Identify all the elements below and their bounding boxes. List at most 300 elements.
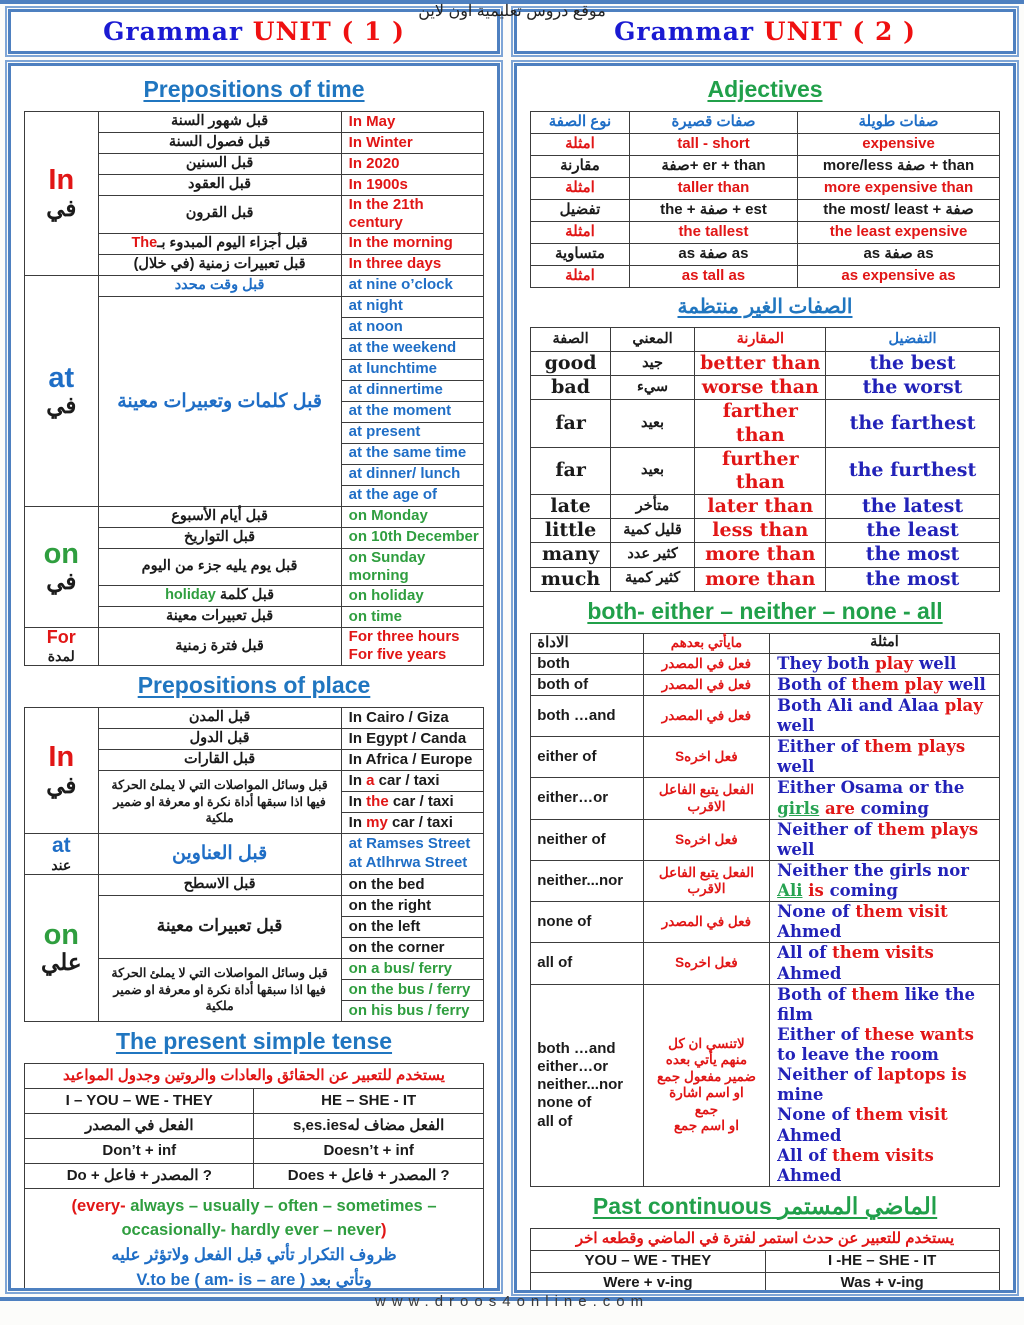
past-continuous-table-grid xyxy=(530,1228,999,1293)
table-cell: none of xyxy=(531,902,643,943)
table-row xyxy=(25,833,484,874)
table-cell: الفعل في المصدر xyxy=(25,1113,254,1138)
text-segment: holiday xyxy=(165,587,216,604)
table-row xyxy=(531,519,999,543)
text-segment: play xyxy=(944,695,983,715)
text-segment: as xyxy=(912,245,934,263)
table-cell: at the moment xyxy=(341,401,483,422)
table-cell: good xyxy=(531,352,611,376)
table-cell: امثلة xyxy=(531,222,629,244)
table-cell: متساوية xyxy=(531,244,629,266)
table-cell: on the bus / ferry xyxy=(341,979,483,1000)
table-cell: HE – SHE - IT xyxy=(254,1088,483,1113)
adjectives-table xyxy=(523,111,1007,288)
table-cell: the worst xyxy=(826,376,999,400)
table-cell xyxy=(798,244,999,266)
text-segment: occasionally- hardly ever – never xyxy=(121,1221,382,1240)
table-cell xyxy=(770,902,1000,943)
table-cell: قبل يوم يليه جزء من اليوم xyxy=(98,548,341,586)
table-row xyxy=(531,352,999,376)
cell-line: at xyxy=(48,361,75,394)
table-cell: the most xyxy=(826,567,999,591)
text-segment: All of xyxy=(777,1145,833,1165)
text-segment: + xyxy=(135,1166,153,1184)
table-cell xyxy=(629,244,798,266)
cell-line: عند xyxy=(51,856,72,873)
table-cell: In the morning xyxy=(341,233,483,254)
table-cell: In Cairo / Giza xyxy=(341,707,483,728)
heading-irregular-adjectives: الصفات الغير منتظمة xyxy=(677,296,853,318)
table-cell: قبل القرون xyxy=(98,196,341,234)
table-cell: قليل كمية xyxy=(610,519,694,543)
table-cell: YOU – WE - THEY xyxy=(531,1250,765,1272)
table-cell: قبل كلمات وتعبيرات معينة xyxy=(98,296,341,506)
text-segment: them plays xyxy=(864,737,966,757)
text-segment: صفة xyxy=(945,201,974,219)
table-cell: at the same time xyxy=(341,443,483,464)
text-segment: car / taxi xyxy=(388,792,454,810)
unit2-column xyxy=(514,9,1016,1293)
adjectives-table-grid xyxy=(530,111,999,288)
table-cell: مقارنة xyxy=(531,156,629,178)
cell-line: none of xyxy=(537,1094,592,1112)
table-cell: الصفة xyxy=(531,328,611,352)
cell-line: on xyxy=(43,538,80,571)
text-segment: None of xyxy=(777,902,856,922)
table-cell: فعل في المصدر xyxy=(643,653,769,674)
table-cell xyxy=(341,770,483,791)
note-line xyxy=(29,1194,479,1219)
table-cell: صفات قصيرة xyxy=(629,112,798,134)
text-segment: coming xyxy=(854,798,929,818)
text-segment: فاعل xyxy=(341,1166,374,1184)
text-segment: صفة xyxy=(661,157,690,175)
text-segment: is xyxy=(802,881,824,901)
table-row xyxy=(25,628,484,666)
table-cell: all of xyxy=(531,943,643,984)
cell-line: في xyxy=(46,392,77,419)
cell-line: at xyxy=(51,833,71,857)
table-row xyxy=(25,707,484,728)
cell-line: For three hours xyxy=(348,628,460,646)
table-cell: فعل اخرهS xyxy=(643,737,769,778)
table-row xyxy=(531,778,999,819)
table-cell: neither of xyxy=(531,819,643,860)
table-cell: at nine o’clock xyxy=(341,275,483,296)
text-segment: + er + than xyxy=(689,157,766,175)
table-cell xyxy=(629,200,798,222)
table-cell: قبل وسائل المواصلات التي لا يملئ الحركة فيها اذا سبقها أداة نكرة او معرفة او ضمير ملكية xyxy=(98,958,341,1021)
table-cell: the latest xyxy=(826,495,999,519)
heading-past-continuous xyxy=(523,1193,1007,1220)
table-cell xyxy=(254,1113,483,1138)
cell-line: at Atlhrwa Street xyxy=(348,853,468,871)
table-cell: the least expensive xyxy=(798,222,999,244)
table-row xyxy=(531,543,999,567)
table-cell: فعل في المصدر xyxy=(643,902,769,943)
text-segment: Neither of xyxy=(777,819,878,839)
table-row xyxy=(531,178,999,200)
table-cell: tall - short xyxy=(629,134,798,156)
unit2-content-box xyxy=(514,63,1016,1293)
text-segment: الماضي المستمر xyxy=(771,1192,938,1219)
text-segment: them visits xyxy=(832,1145,934,1165)
table-cell: امثلة xyxy=(531,178,629,200)
table-cell: In Africa / Europe xyxy=(341,749,483,770)
table-row xyxy=(531,447,999,494)
table-cell: قبل فترة زمنية xyxy=(98,628,341,666)
text-segment: Does + xyxy=(287,1166,342,1184)
table-cell xyxy=(643,984,769,1186)
text-segment: صفة xyxy=(897,157,926,175)
text-segment: well xyxy=(913,653,957,673)
irregular-adjectives-table xyxy=(523,327,1007,592)
text-segment: car / taxi xyxy=(374,771,440,789)
table-cell: as expensive as xyxy=(798,266,999,288)
table-cell xyxy=(770,943,1000,984)
table-cell xyxy=(629,156,798,178)
unit2-title xyxy=(614,17,916,46)
present-simple-table xyxy=(17,1063,491,1189)
cell-line xyxy=(777,1065,995,1105)
table-cell: at the weekend xyxy=(341,338,483,359)
cell-line: في xyxy=(46,771,77,798)
table-row xyxy=(531,266,999,288)
text-segment: Grammar xyxy=(614,17,764,46)
text-segment: them visit xyxy=(855,1105,948,1125)
text-segment: a xyxy=(366,771,375,789)
table-cell: متأخر xyxy=(610,495,694,519)
text-segment: None of xyxy=(777,1105,856,1125)
table-cell: In Egypt / Canda xyxy=(341,728,483,749)
unit1-content-box xyxy=(8,63,500,1291)
heading-adjectives: Adjectives xyxy=(707,76,823,102)
table-row xyxy=(531,400,999,447)
text-segment: Either Osama or the xyxy=(777,778,965,798)
table-cell: I – YOU – WE - THEY xyxy=(25,1088,254,1113)
text-segment: Both of xyxy=(777,984,852,1004)
table-cell: farther than xyxy=(695,400,826,447)
table-cell: on his bus / ferry xyxy=(341,1000,483,1021)
text-segment: the xyxy=(366,792,389,810)
cell-line: In xyxy=(48,164,75,197)
cell-line xyxy=(777,1025,995,1065)
table-cell: فعل اخرهS xyxy=(643,819,769,860)
text-segment: ? xyxy=(198,1166,212,1184)
table-row xyxy=(531,134,999,156)
table-cell xyxy=(25,628,98,666)
cell-line xyxy=(777,1146,995,1186)
table-cell: better than xyxy=(695,352,826,376)
text-segment: like the film xyxy=(777,984,975,1024)
table-cell: In 1900s xyxy=(341,175,483,196)
text-segment: + xyxy=(373,1166,391,1184)
table-cell: at lunchtime xyxy=(341,359,483,380)
place-table-grid xyxy=(24,707,484,1022)
text-segment: فاعل xyxy=(103,1166,136,1184)
table-cell xyxy=(770,778,1000,819)
table-cell xyxy=(98,233,341,254)
text-segment: قبل أجزاء اليوم المبدوء بـ xyxy=(157,234,308,251)
table-cell: المعني xyxy=(610,328,694,352)
both-either-table xyxy=(523,633,1007,1187)
table-cell: on time xyxy=(341,607,483,628)
cell-line: In xyxy=(48,741,75,774)
table-cell: the farthest xyxy=(826,400,999,447)
table-cell: late xyxy=(531,495,611,519)
table-row xyxy=(531,200,999,222)
text-segment: these wants xyxy=(864,1024,974,1044)
text-segment: to leave the room xyxy=(777,1045,939,1065)
table-cell: both …and xyxy=(531,695,643,736)
table-cell: نوع الصفة xyxy=(531,112,629,134)
table-cell: on 10th December xyxy=(341,527,483,548)
cell-line: ضمير مفعول جمع xyxy=(656,1068,756,1084)
table-cell: many xyxy=(531,543,611,567)
table-row xyxy=(25,1063,484,1088)
text-segment: قبل كلمة xyxy=(215,587,275,604)
text-segment: s,es.ies xyxy=(293,1116,348,1134)
table-row xyxy=(531,653,999,674)
text-segment: them visits xyxy=(832,943,934,963)
table-cell: المقارنة xyxy=(695,328,826,352)
table-cell xyxy=(341,628,483,666)
text-segment: All of xyxy=(777,943,833,963)
text-segment: Either of xyxy=(777,1024,865,1044)
text-segment: + est xyxy=(728,201,767,219)
table-cell xyxy=(341,791,483,812)
unit1-title xyxy=(103,17,405,46)
table-cell xyxy=(770,819,1000,860)
table-cell: more expensive than xyxy=(798,178,999,200)
table-cell: جيد xyxy=(610,352,694,376)
cell-line: جمع xyxy=(694,1101,719,1117)
table-cell: more than xyxy=(695,567,826,591)
text-segment: car / taxi xyxy=(387,813,453,831)
text-segment: الفعل مضاف له xyxy=(347,1116,445,1134)
table-cell xyxy=(98,586,341,607)
heading-present-simple: The present simple tense xyxy=(115,1027,393,1054)
table-cell xyxy=(531,984,643,1186)
text-segment: them plays xyxy=(877,819,979,839)
text-segment: them xyxy=(851,984,899,1004)
text-segment: In xyxy=(348,771,367,789)
table-cell: either of xyxy=(531,737,643,778)
table-cell: Doesn’t + inf xyxy=(254,1138,483,1163)
text-segment: them play xyxy=(851,674,943,694)
text-segment: always – usually – often – sometimes – xyxy=(125,1196,437,1215)
text-segment: girls xyxy=(777,798,820,818)
text-segment: are xyxy=(819,798,855,818)
table-row xyxy=(531,156,999,178)
table-cell: بعيد xyxy=(610,400,694,447)
heading-both-either-neither: both- either – neither – none - all xyxy=(587,597,943,624)
table-cell: تفضيل xyxy=(531,200,629,222)
table-cell xyxy=(25,275,98,506)
table-row xyxy=(531,902,999,943)
text-segment: They both xyxy=(777,653,876,673)
table-row xyxy=(531,244,999,266)
text-segment: Ahmed xyxy=(777,1125,842,1145)
table-row xyxy=(531,984,999,1186)
table-cell xyxy=(25,112,98,276)
text-segment: well xyxy=(777,757,815,777)
table-cell: Was + v-ing xyxy=(765,1272,999,1293)
past-continuous-table xyxy=(523,1228,1007,1293)
table-row xyxy=(531,1272,999,1293)
table-cell: both xyxy=(531,653,643,674)
table-row xyxy=(25,112,484,133)
table-cell: In three days xyxy=(341,254,483,275)
table-cell: far xyxy=(531,447,611,494)
table-cell: on holiday xyxy=(341,586,483,607)
table-row xyxy=(25,275,484,296)
table-cell: the best xyxy=(826,352,999,376)
text-segment: In xyxy=(348,792,367,810)
text-segment: them visit xyxy=(855,902,948,922)
table-cell xyxy=(341,812,483,833)
table-cell: In May xyxy=(341,112,483,133)
frequency-adverbs-note xyxy=(24,1189,484,1291)
table-cell: فعل في المصدر xyxy=(643,695,769,736)
table-cell: on Monday xyxy=(341,506,483,527)
heading-prepositions-of-time: Prepositions of time xyxy=(143,76,365,102)
table-cell xyxy=(25,506,98,628)
table-cell: on Sunday morning xyxy=(341,548,483,586)
table-row xyxy=(531,860,999,901)
table-cell: قبل وسائل المواصلات التي لا يملئ الحركة فيها اذا سبقها أداة نكرة او معرفة او ضمير ملكية xyxy=(98,770,341,833)
cell-line: on xyxy=(43,918,80,951)
table-cell: يستخدم للتعبير عن حدث استمر لفترة في الماضي وقطعه اخر xyxy=(531,1228,999,1250)
table-row xyxy=(531,943,999,984)
table-cell: كثير كمية xyxy=(610,567,694,591)
table-cell xyxy=(770,674,1000,695)
cell-line: لاتنسي ان كل xyxy=(668,1035,745,1051)
cell-line: لمدة xyxy=(47,647,75,664)
table-cell: صفات طويلة xyxy=(798,112,999,134)
table-cell: In the 21th century xyxy=(341,196,483,234)
note-line xyxy=(29,1218,479,1243)
table-cell: امثلة xyxy=(531,266,629,288)
table-cell xyxy=(770,984,1000,1186)
text-segment: more/less xyxy=(822,157,898,175)
text-segment: Either of xyxy=(777,737,865,757)
table-cell: فعل في المصدر xyxy=(643,674,769,695)
table-cell: قبل شهور السنة xyxy=(98,112,341,133)
text-segment: V.to be ( am- is – are ) xyxy=(136,1270,310,1289)
text-segment: The xyxy=(131,234,158,251)
text-segment: UNIT ( 2 ) xyxy=(763,17,916,46)
table-row xyxy=(531,328,999,352)
table-row xyxy=(25,1163,484,1188)
text-segment: as xyxy=(678,245,700,263)
table-row xyxy=(25,1088,484,1113)
text-segment: Ahmed xyxy=(777,1165,842,1185)
table-row xyxy=(531,222,999,244)
table-cell: مايأتي بعدهم xyxy=(643,633,769,653)
cell-line: neither...nor xyxy=(537,1076,624,1094)
table-row xyxy=(531,567,999,591)
heading-prepositions-of-place: Prepositions of place xyxy=(137,671,371,698)
table-cell: Were + v-ing xyxy=(531,1272,765,1293)
table-cell: Don’t + inf xyxy=(25,1138,254,1163)
table-row xyxy=(531,737,999,778)
table-cell: قبل تعبيرات معينة xyxy=(98,895,341,958)
table-cell: on the corner xyxy=(341,937,483,958)
cell-line: في xyxy=(46,568,77,595)
table-row xyxy=(531,376,999,400)
table-cell: on the left xyxy=(341,916,483,937)
table-cell: at the age of xyxy=(341,485,483,506)
text-segment: play xyxy=(875,653,914,673)
time-table xyxy=(17,111,491,666)
table-cell: قبل الدول xyxy=(98,728,341,749)
table-cell: قبل العقود xyxy=(98,175,341,196)
table-row xyxy=(25,506,484,527)
text-segment: Both of xyxy=(777,674,852,694)
cell-line: علي xyxy=(41,949,82,976)
text-segment: صفة xyxy=(699,201,729,219)
text-segment: UNIT ( 1 ) xyxy=(252,17,405,46)
table-row xyxy=(25,874,484,895)
time-table-grid xyxy=(24,111,484,666)
text-segment: the + xyxy=(660,201,700,219)
table-cell: قبل تعبيرات زمنية (في خلال) xyxy=(98,254,341,275)
text-segment: well xyxy=(942,674,986,694)
unit1-column xyxy=(8,9,500,1291)
cell-line: او اسم اشارة xyxy=(669,1085,744,1101)
table-cell: قبل السنين xyxy=(98,154,341,175)
text-segment: Neither of xyxy=(777,1065,878,1085)
text-segment: + than xyxy=(925,157,975,175)
table-cell: taller than xyxy=(629,178,798,200)
table-cell: more than xyxy=(695,543,826,567)
cell-line xyxy=(777,985,995,1025)
text-segment: Neither the girls nor xyxy=(777,860,969,880)
table-cell xyxy=(798,156,999,178)
table-row xyxy=(531,819,999,860)
table-cell: the least xyxy=(826,519,999,543)
text-segment: well xyxy=(777,716,815,736)
note-line: ظروف التكرار تأتي قبل الفعل ولاتؤثر عليه xyxy=(111,1246,397,1265)
text-segment: وتأتي بعد xyxy=(309,1270,372,1289)
table-cell: قبل العناوين xyxy=(98,833,341,874)
cell-line: منهم يأتي بعده xyxy=(665,1052,748,1068)
table-cell: التفضيل xyxy=(826,328,999,352)
cell-line: either…or xyxy=(537,1057,609,1075)
text-segment: as xyxy=(863,245,885,263)
table-cell: much xyxy=(531,567,611,591)
text-segment: Past continuous xyxy=(592,1192,772,1219)
table-cell: the furthest xyxy=(826,447,999,494)
table-cell xyxy=(254,1163,483,1188)
text-segment: صفة xyxy=(884,245,913,263)
cell-line: both …and xyxy=(537,1039,616,1057)
text-segment: Ali xyxy=(777,881,803,901)
text-segment: ? xyxy=(436,1166,450,1184)
table-cell: قبل الاسطح xyxy=(98,874,341,895)
table-row xyxy=(531,112,999,134)
table-cell: قبل فصول السنة xyxy=(98,133,341,154)
table-cell: I -HE – SHE - IT xyxy=(765,1250,999,1272)
text-segment: Ahmed xyxy=(777,922,842,942)
table-row xyxy=(531,633,999,653)
text-segment: well xyxy=(777,839,815,859)
text-segment: Do + xyxy=(66,1166,104,1184)
table-cell xyxy=(25,707,98,833)
text-segment: صفة xyxy=(699,245,728,263)
table-cell xyxy=(25,1163,254,1188)
